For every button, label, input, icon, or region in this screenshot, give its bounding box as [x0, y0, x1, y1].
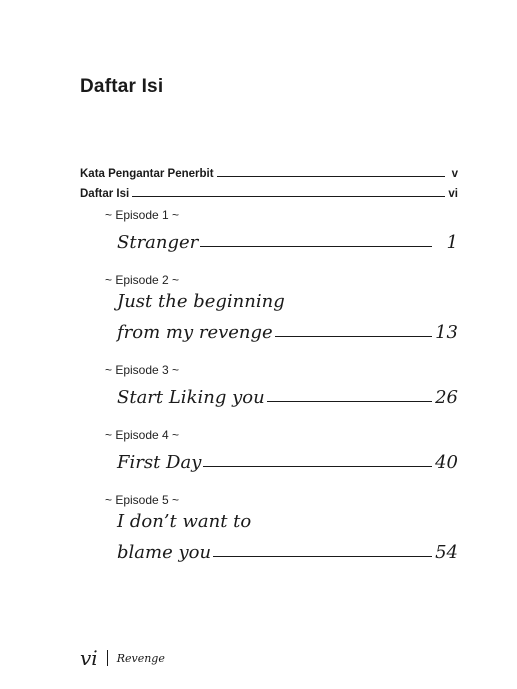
episode-label: ~ Episode 3 ~: [105, 363, 180, 377]
footer-divider: [107, 650, 108, 666]
toc-entry-label: Daftar Isi: [80, 188, 130, 200]
episode-title-line: [117, 224, 458, 253]
episode-title: Stranger: [117, 232, 199, 253]
episode-label: ~ Episode 2 ~: [105, 273, 180, 287]
dot-leader: [203, 466, 432, 467]
dot-leader: [275, 336, 432, 337]
episode-title-line: [117, 444, 458, 473]
episode-title-lead: Just the beginning: [117, 291, 285, 312]
episode-label: ~ Episode 4 ~: [105, 428, 180, 442]
page-footer: [80, 646, 165, 670]
dot-leader: [200, 246, 432, 247]
episode-title: Start Liking you: [117, 387, 265, 408]
toc-entry-page: v: [451, 168, 458, 180]
episode-title-line: [117, 314, 458, 343]
episode-title: blame you: [117, 542, 212, 563]
episode-label: ~ Episode 5 ~: [105, 493, 180, 507]
toc-entry[interactable]: [80, 180, 458, 200]
page-number: vi: [80, 646, 98, 670]
dot-leader: [132, 196, 445, 197]
episode-title: First Day: [117, 452, 202, 473]
toc-entry-label: Kata Pengantar Penerbit: [80, 168, 214, 180]
episode-title: from my revenge: [117, 322, 273, 343]
episode-entry-1[interactable]: [105, 206, 458, 253]
episode-page: 1: [446, 232, 458, 253]
dot-leader: [213, 556, 432, 557]
episode-page: 54: [435, 542, 458, 563]
episode-page: 40: [435, 452, 458, 473]
episode-title-line: [117, 534, 458, 563]
episode-title-line: [117, 379, 458, 408]
episode-label: ~ Episode 1 ~: [105, 208, 180, 222]
running-title: Revenge: [116, 651, 165, 665]
episode-entry-5[interactable]: [105, 491, 458, 563]
episode-title-lead: I don’t want to: [117, 511, 252, 532]
episode-page: 26: [435, 387, 458, 408]
toc-entry-page: vi: [448, 188, 458, 200]
episode-list: [105, 206, 458, 581]
episode-entry-3[interactable]: [105, 361, 458, 408]
episode-entry-2[interactable]: [105, 271, 458, 343]
episode-entry-4[interactable]: [105, 426, 458, 473]
episode-page: 13: [435, 322, 458, 343]
page-title: Daftar Isi: [80, 76, 164, 97]
dot-leader: [217, 176, 445, 177]
front-matter-list: [80, 160, 458, 200]
dot-leader: [267, 401, 432, 402]
toc-entry[interactable]: [80, 160, 458, 180]
